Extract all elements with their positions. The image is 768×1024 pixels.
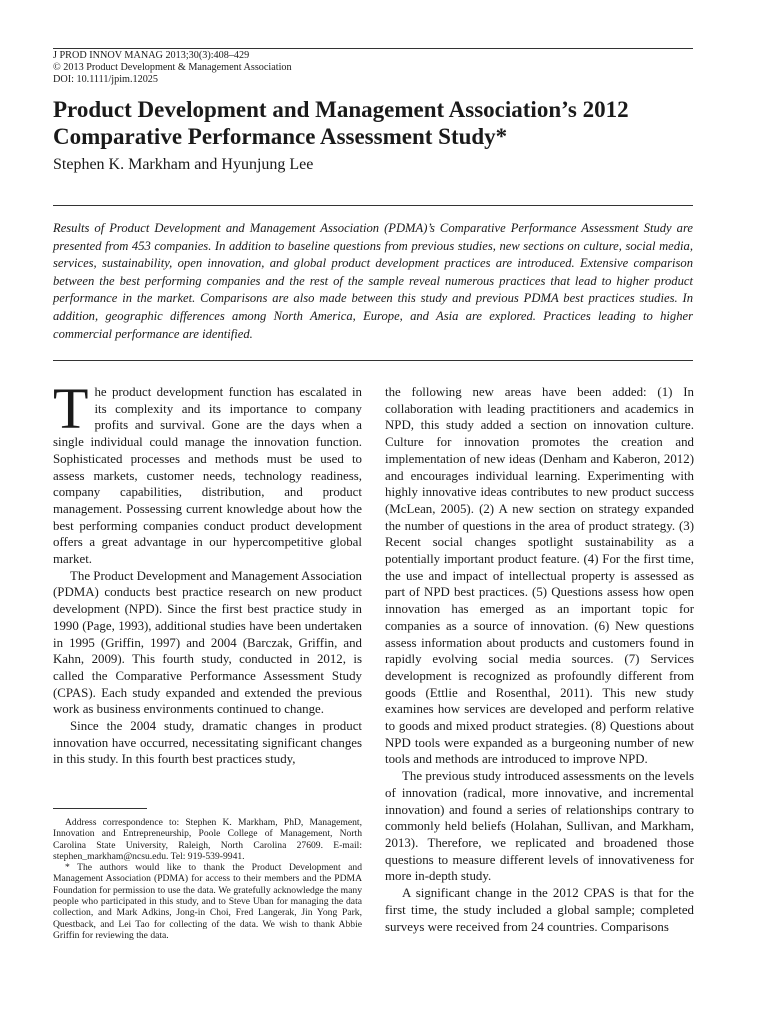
body-paragraph: A significant change in the 2012 CPAS is that for the first time, the study included a global sample; completed surveys were received from 24 countries. Comparisons: [385, 886, 694, 934]
abstract: Results of Product Development and Management Association (PDMA)’s Comparative Performance Assessment Study are presented from 453 companies. In addition to baseline questions from previous studies, new sections on culture, social media, services, sustainability, open innovation, and global product development practices are introduced. Extensive comparison between the best performing companies and the rest of the sample reveal numerous practices that lead to higher product performance in the market. Comparisons are also made between this study and previous PDMA best practices studies. In addition, geographic differences among North America, Europe, and Asia are explored. Practices leading to higher commercial performance are identified.: [53, 221, 693, 341]
journal-header: [53, 50, 693, 85]
article-title: [53, 96, 713, 150]
abstract-bottom-rule: [53, 360, 693, 361]
body-paragraph: the following new areas have been added: (1) In collaboration with leading practitioners and academics in NPD, this study added a section on innovation culture. Culture for innovation promotes the creation and implementation of new ideas (Denham and Kaberon, 2012) and encourages individual learning. Experimenting with highly innovative ideas contributes to new product success (McLean, 2005). (2) A new section on strategy expanded the number of questions in the area of product strategy. (3) Recent social changes spotlight sustainability as a potentially important product feature. (4) For the first time, the use and impact of intellectual property is assessed as part of NPD best practices. (5) Questions assess how open innovation has emerged as an important topic for companies as a source of innovation. (6) New questions assess information about products and customers found in rapidly evolving social media sources. (7) Services development is recognized as profoundly different from goods (Ettlie and Rosenthal, 2011). This new study examines how services are developed and perform relative to goods and mixed product strategies. (8) Questions about NPD tools were expanded as a burgeoning number of new tools and methods are introduced to improve NPD.: [385, 385, 694, 767]
body-column-right: [385, 384, 694, 935]
journal-doi: DOI: 10.1111/jpim.12025: [53, 73, 158, 85]
body-paragraph: The Product Development and Management Association (PDMA) conducts best practice research on new product development (NPD). Since the first best practice study in 1990 (Page, 1993), additional studies have been undertaken in 1995 (Griffin, 1997) and 2004 (Barczak, Griffin, and Kahn, 2009). This fourth study, conducted in 2012, is called the Comparative Performance Assessment Study (CPAS). Each study expanded and extended the previous work as business environments continued to change.: [53, 568, 362, 717]
body-paragraph: The previous study introduced assessments on the levels of innovation (radical, more innovative, and incremental innovation) and found a series of relationships contrary to commonly held beliefs (Holahan, Sullivan, and Markham, 2013). Therefore, we replicated and broadened those questions to measure different levels of innovativeness for more in-depth study.: [385, 769, 694, 884]
top-rule: [53, 48, 693, 49]
footnote-rule: [53, 808, 147, 809]
body-column-left: [53, 376, 362, 768]
journal-copyright: © 2013 Product Development & Management Association: [53, 61, 292, 73]
body-paragraph: [53, 376, 362, 568]
footnotes: [53, 817, 362, 941]
intro-text: he product development function has escalated in its complexity and its importance to company profits and survival. Gone are the days when a single individual could manage the innovation function. Sophisticated processes and methods must be used to assess markets, customer needs, technology readiness, company capabilities, distribution, and product management. Possessing current knowledge about how the best performing companies conduct product development offers a great advantage in our hypercompetitive global market.: [53, 385, 362, 567]
body-paragraph: Since the 2004 study, dramatic changes in product innovation have occurred, necessitating significant changes in this study. In this fourth best practices study,: [53, 719, 362, 767]
title-line-1: Product Development and Management Association’s 2012: [53, 97, 629, 122]
footnote-address: Address correspondence to: Stephen K. Markham, PhD, Management, Innovation and Entrepreneurship, Poole College of Management, North Carolina State University, Raleigh, North Carolina 27609. E-mail: stephen_markham@ncsu.edu. Tel: 919-539-9941.: [53, 817, 362, 862]
title-line-2: Comparative Performance Assessment Study*: [53, 124, 508, 149]
footnote-acknowledgment: * The authors would like to thank the Product Development and Management Association (PDMA) for access to their members and the PDMA Foundation for permission to use the data. We gratefully acknowledge the many people who participated in this study, and to Steve Uban for managing the data collection, and Mark Adkins, Jong-in Choi, Fred Langerak, Jin Yong Park, Questback, and Lei Tao for collecting of the data. We wish to thank Abbie Griffin for reviewing the data.: [53, 862, 362, 941]
drop-cap: T: [53, 376, 89, 441]
journal-citation: J PROD INNOV MANAG 2013;30(3):408–429: [53, 50, 250, 61]
article-authors: Stephen K. Markham and Hyunjung Lee: [53, 156, 314, 173]
abstract-top-rule: [53, 205, 693, 206]
